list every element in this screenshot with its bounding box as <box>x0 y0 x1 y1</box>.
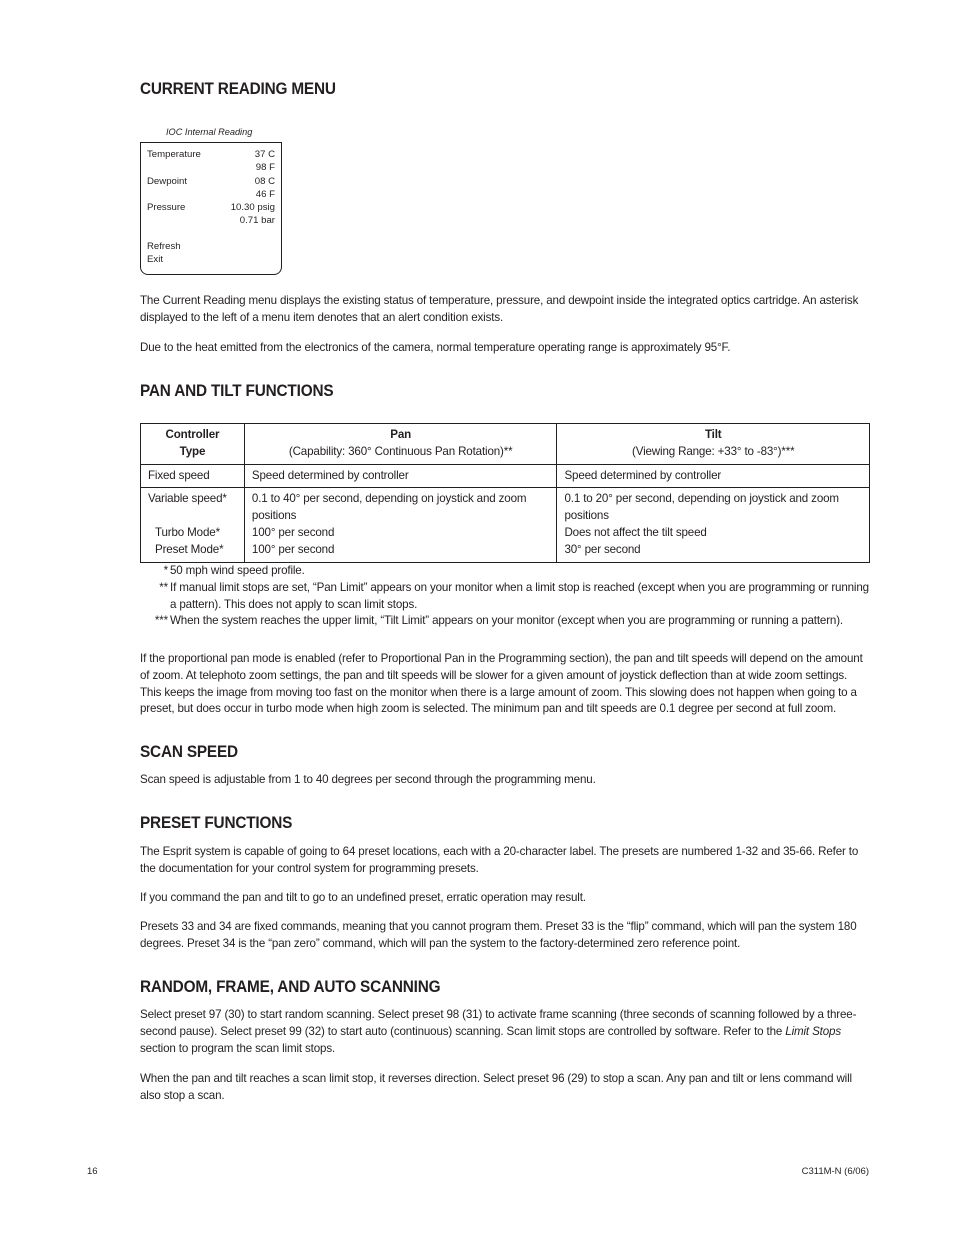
heading-preset-functions: PRESET FUNCTIONS <box>140 814 293 832</box>
menu-row-temperature-f <box>147 162 275 175</box>
menu-label-dewpoint: Dewpoint <box>147 176 187 187</box>
footnote-mark: ** <box>159 580 168 594</box>
tilt-turbo-speed: Does not affect the tilt speed <box>564 525 707 539</box>
tilt-variable-speed: 0.1 to 20° per second, depending on joystick and zoom positions <box>564 492 839 523</box>
footnote <box>140 613 870 630</box>
footnote <box>140 580 870 614</box>
scanning-paragraph-1 <box>140 1007 870 1057</box>
header-controller-type <box>141 424 245 465</box>
scanning-paragraph-1-part-b: section to program the scan limit stops. <box>140 1041 336 1055</box>
header-pan <box>244 424 557 465</box>
label-turbo-mode: Turbo Mode* <box>155 525 220 539</box>
heading-pan-and-tilt-functions: PAN AND TILT FUNCTIONS <box>140 382 334 400</box>
header-pan-title: Pan <box>390 428 412 441</box>
pan-preset-speed: 100° per second <box>251 542 335 556</box>
header-tilt <box>557 424 870 465</box>
footnote-text: 50 mph wind speed profile. <box>170 564 305 577</box>
menu-label-pressure: Pressure <box>147 202 186 213</box>
menu-value-pressure-psig: 10.30 psig <box>230 202 275 213</box>
header-tilt-subtitle: (Viewing Range: +33° to -83°)*** <box>631 444 795 458</box>
pan-tilt-paragraph: If the proportional pan mode is enabled (refer to Proportional Pan in the Programming section), the pan and tilt speeds will depend on the amount of zoom. At telephoto zoom settings, the pan and tilt speeds will be slower for a given amount of joystick deflection than at wide zoom settings. This keeps the image from moving too fast on the monitor when there is a large amount of zoom. This slowing does not happen when going to a preset, but does occur in turbo mode when high zoom is selected. The minimum pan and tilt speeds are 0.1 degree per second at full zoom. <box>140 652 863 716</box>
tilt-preset-speed: 30° per second <box>564 542 641 556</box>
menu-label-refresh: Refresh <box>147 241 181 252</box>
table-footnotes <box>140 563 870 630</box>
page-number: 16 <box>87 1166 98 1177</box>
pan-tilt-table <box>140 423 870 563</box>
cell-fixed-pan: Speed determined by controller <box>244 464 557 488</box>
header-tilt-title: Tilt <box>704 428 722 441</box>
current-reading-paragraph-2: Due to the heat emitted from the electronics of the camera, normal temperature operating range is approximately 95°F. <box>140 341 731 354</box>
menu-item-exit[interactable] <box>147 254 275 267</box>
footnote-text: When the system reaches the upper limit, “Tilt Limit” appears on your monitor (except when you are programming or running a pattern). <box>170 614 843 628</box>
menu-caption: IOC Internal Reading <box>166 127 253 137</box>
heading-random-frame-auto-scanning: RANDOM, FRAME, AND AUTO SCANNING <box>140 978 441 996</box>
limit-stops-reference: Limit Stops <box>785 1024 841 1038</box>
cell-variable-tilt <box>557 488 870 562</box>
menu-row-pressure-bar <box>147 215 275 228</box>
preset-paragraph-2: If you command the pan and tilt to go to an undefined preset, erratic operation may result. <box>140 891 586 904</box>
preset-paragraph-1: The Esprit system is capable of going to 64 preset locations, each with a 20-character label. The presets are numbered 1-32 and 35-66. Refer to the documentation for your control system for programming presets. <box>140 845 859 875</box>
label-preset-mode: Preset Mode* <box>155 542 224 556</box>
heading-current-reading-menu: CURRENT READING MENU <box>140 80 336 98</box>
menu-value-temperature-f: 98 F <box>255 162 275 173</box>
menu-label-exit: Exit <box>147 254 163 265</box>
cell-variable-pan <box>244 488 557 562</box>
menu-value-dewpoint-c: 08 C <box>254 176 275 187</box>
cell-fixed-tilt: Speed determined by controller <box>557 464 870 488</box>
header-pan-subtitle: (Capability: 360° Continuous Pan Rotation)** <box>288 444 513 458</box>
scan-speed-paragraph: Scan speed is adjustable from 1 to 40 degrees per second through the programming menu. <box>140 773 596 786</box>
menu-item-refresh[interactable] <box>147 241 275 254</box>
footnote-mark: * <box>163 564 168 577</box>
current-reading-paragraph-1: The Current Reading menu displays the existing status of temperature, pressure, and dewpoint inside the integrated optics cartridge. An asterisk displayed to the left of a menu item denotes that an alert condition exists. <box>140 294 859 324</box>
menu-row-dewpoint-f <box>147 189 275 202</box>
preset-paragraph-3: Presets 33 and 34 are fixed commands, meaning that you cannot program them. Preset 33 is the “flip” command, which will pan the system 180 degrees. Preset 34 is the “pan zero” command, which will pan the system to the factory-determined zero reference point. <box>140 920 857 950</box>
pan-variable-speed: 0.1 to 40° per second, depending on joystick and zoom positions <box>251 492 527 523</box>
cell-variable-modes <box>141 488 245 562</box>
footnote <box>140 563 870 580</box>
cell-fixed-speed: Fixed speed <box>141 464 245 488</box>
menu-row-pressure <box>147 202 275 215</box>
menu-row-dewpoint <box>147 176 275 189</box>
table-header-row <box>141 424 870 465</box>
menu-value-temperature-c: 37 C <box>254 149 275 160</box>
document-code: C311M-N (6/06) <box>801 1166 869 1177</box>
menu-value-pressure-bar: 0.71 bar <box>239 215 275 226</box>
menu-label-temperature: Temperature <box>147 149 201 160</box>
footnote-mark: *** <box>154 614 168 628</box>
label-variable-speed: Variable speed* <box>148 492 227 506</box>
menu-value-dewpoint-f: 46 F <box>255 189 275 200</box>
footnote-text: If manual limit stops are set, “Pan Limit” appears on your monitor when a limit stop is reached (except when you are programming or running a pattern). This does not apply to scan limit stops. <box>170 580 869 611</box>
table-row <box>141 464 870 488</box>
header-controller-line1: Controller <box>165 428 220 441</box>
scanning-paragraph-2: When the pan and tilt reaches a scan limit stop, it reverses direction. Select preset 96 (29) to stop a scan. Any pan and tilt or lens command will also stop a scan. <box>140 1072 852 1102</box>
scanning-paragraph-1-part-a: Select preset 97 (30) to start random scanning. Select preset 98 (31) to activate frame scanning (three seconds of scanning followed by a three-second pause). Select preset 99 (32) to start auto (continuous) scanning. Scan limit stops are controlled by software. Refer to the <box>140 1008 857 1038</box>
table-row <box>141 488 870 562</box>
menu-row-temperature <box>147 149 275 162</box>
pan-turbo-speed: 100° per second <box>251 525 335 539</box>
heading-scan-speed: SCAN SPEED <box>140 743 238 761</box>
header-controller-line2: Type <box>179 444 206 458</box>
ioc-reading-menu-box <box>140 142 282 275</box>
